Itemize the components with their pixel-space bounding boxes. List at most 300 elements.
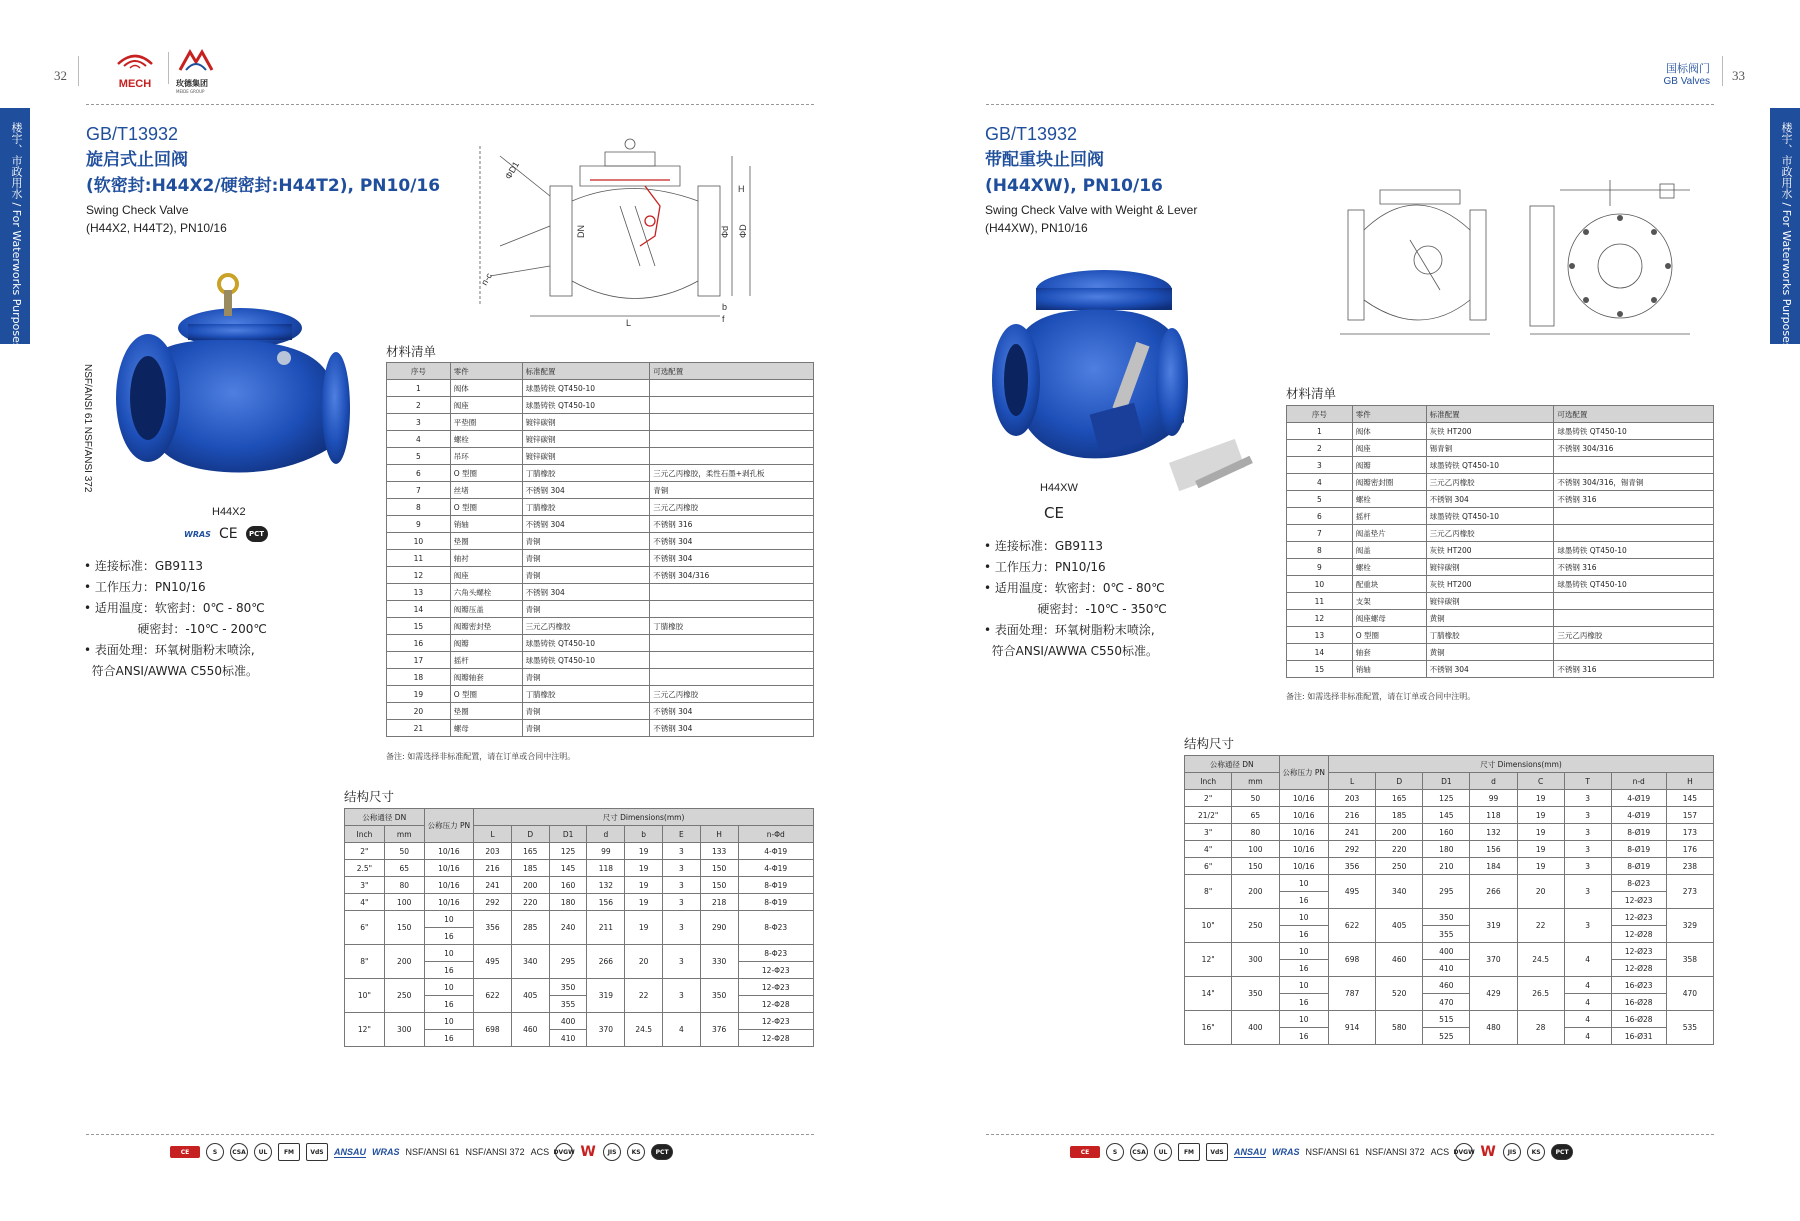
table-row: [1287, 644, 1714, 661]
table-cell: 4-Φ19: [738, 860, 813, 877]
left-title-cn-2: (软密封:H44X2/硬密封:H44T2), PN10/16: [86, 176, 441, 196]
table-cell: 11: [1287, 593, 1353, 610]
table-row: [345, 979, 814, 996]
table-cell: 173: [1666, 824, 1713, 841]
table-cell: 4: [1564, 1011, 1611, 1028]
table-cell: 3: [1564, 824, 1611, 841]
table-cell: 160: [1423, 824, 1470, 841]
certification-icon: ANSAU: [334, 1146, 367, 1157]
table-row: [1287, 423, 1714, 440]
table-cell: 4: [1287, 474, 1353, 491]
table-cell: 12-Ø23: [1611, 909, 1666, 926]
table-cell: 10/16: [1279, 790, 1329, 807]
table-cell: 丁腈橡胶: [522, 686, 650, 703]
meide-wordmark-en: MEIDE GROUP: [176, 89, 205, 94]
table-row: [1287, 610, 1714, 627]
table-cell: 16: [1279, 892, 1329, 909]
table-cell: 摇杆: [450, 652, 522, 669]
table-cell: 24.5: [1517, 943, 1564, 977]
table-cell: 16: [424, 928, 474, 945]
table-cell: 3: [663, 894, 701, 911]
table-cell: 12-Φ28: [738, 996, 813, 1013]
table-cell: 80: [384, 877, 424, 894]
table-header-cell: 序号: [387, 363, 451, 380]
table-header-cell: 公称通径 DN: [1185, 756, 1280, 773]
table-cell: 698: [474, 1013, 512, 1047]
table-cell: 阀座: [450, 397, 522, 414]
table-cell: 4: [387, 431, 451, 448]
weighted-check-valve-icon: [984, 262, 1264, 498]
right-title-block: [985, 124, 1365, 237]
pct-icon: PCT: [246, 526, 268, 542]
table-header-cell: 公称压力 PN: [1279, 756, 1329, 790]
left-title-en-2: (H44X2, H44T2), PN10/16: [86, 221, 227, 235]
table-cell: 阀瓣: [1352, 457, 1426, 474]
table-cell: 青铜: [650, 482, 814, 499]
table-cell: 8": [345, 945, 385, 979]
table-header-cell: 可选配置: [1554, 406, 1714, 423]
right-material-note: 备注: 如需选择非标准配置，请在订单或合同中注明。: [1286, 692, 1476, 701]
table-cell: O 型圈: [1352, 627, 1426, 644]
table-cell: 400: [1232, 1011, 1279, 1045]
right-std: GB/T13932: [985, 124, 1078, 144]
table-row: [387, 686, 814, 703]
table-row: [1287, 440, 1714, 457]
table-cell: 238: [1666, 858, 1713, 875]
table-row: [387, 533, 814, 550]
table-cell: 300: [1232, 943, 1279, 977]
table-row: [387, 465, 814, 482]
table-cell: 15: [387, 618, 451, 635]
table-cell: 13: [387, 584, 451, 601]
table-cell: 4: [663, 1013, 701, 1047]
table-cell: 黄铜: [1426, 644, 1554, 661]
table-cell: 10: [424, 945, 474, 962]
table-cell: 3: [1564, 909, 1611, 943]
table-cell: 10: [1279, 1011, 1329, 1028]
right-header-rule: [986, 104, 1714, 105]
table-cell: 125: [549, 843, 587, 860]
table-header-cell: D1: [1423, 773, 1470, 790]
table-cell: 24.5: [625, 1013, 663, 1047]
right-title-en-2: (H44XW), PN10/16: [985, 221, 1088, 235]
table-cell: 520: [1376, 977, 1423, 1011]
right-header-section: [1648, 60, 1710, 87]
table-cell: 丁腈橡胶: [1426, 627, 1554, 644]
certification-icon: CE: [170, 1146, 200, 1158]
table-cell: 622: [1329, 909, 1376, 943]
table-row: [387, 567, 814, 584]
table-cell: 9: [387, 516, 451, 533]
certification-icon: KS: [1527, 1143, 1545, 1161]
table-cell: 3: [663, 911, 701, 945]
table-row: [387, 618, 814, 635]
table-cell: 4-Ø19: [1611, 807, 1666, 824]
left-title-cn-1: 旋启式止回阀: [86, 150, 188, 170]
spec-item: • 适用温度：软密封：0℃ - 80℃: [84, 601, 265, 615]
table-cell: 50: [384, 843, 424, 860]
table-row: [387, 380, 814, 397]
table-cell: 青铜: [522, 720, 650, 737]
right-title-en-1: Swing Check Valve with Weight & Lever: [985, 203, 1198, 217]
table-cell: 镀锌碳钢: [522, 431, 650, 448]
table-cell: 3": [1185, 824, 1232, 841]
table-header-cell: n-Φd: [738, 826, 813, 843]
table-cell: O 型圈: [450, 465, 522, 482]
table-cell: 阀盖: [1352, 542, 1426, 559]
table-cell: 3: [387, 414, 451, 431]
table-cell: 356: [474, 911, 512, 945]
table-cell: 184: [1470, 858, 1517, 875]
certification-icon: FM: [278, 1143, 300, 1161]
table-cell: 不锈钢 304: [650, 550, 814, 567]
table-cell: 销轴: [1352, 661, 1426, 678]
table-cell: 不锈钢 304/316: [1554, 440, 1714, 457]
table-cell: 165: [511, 843, 549, 860]
table-cell: 阀座: [1352, 440, 1426, 457]
table-cell: 6": [345, 911, 385, 945]
table-cell: 319: [1470, 909, 1517, 943]
ce-mark-icon: CE: [218, 526, 238, 542]
table-cell: [1554, 457, 1714, 474]
table-cell: 10: [1287, 576, 1353, 593]
right-material-title: 材料清单: [1286, 386, 1337, 401]
table-cell: 622: [474, 979, 512, 1013]
table-cell: 不锈钢 316: [1554, 491, 1714, 508]
table-row: [387, 414, 814, 431]
table-cell: 不锈钢 304: [522, 482, 650, 499]
table-cell: 阀瓣轴套: [450, 669, 522, 686]
left-std: GB/T13932: [86, 124, 179, 144]
drawing-label: DN: [576, 225, 586, 238]
table-row: [387, 652, 814, 669]
table-row: [345, 1013, 814, 1030]
table-cell: [650, 635, 814, 652]
table-cell: 销轴: [450, 516, 522, 533]
left-footer-certs: [170, 1143, 673, 1161]
table-header-row: [1287, 406, 1714, 423]
table-header-row: [1185, 756, 1714, 773]
table-cell: 4: [1564, 1028, 1611, 1045]
table-cell: 5: [387, 448, 451, 465]
table-cell: 145: [1423, 807, 1470, 824]
table-cell: 65: [1232, 807, 1279, 824]
certification-icon: DVGW: [1455, 1143, 1473, 1161]
drawing-label: n-c: [479, 271, 494, 287]
table-cell: 青铜: [522, 703, 650, 720]
table-cell: 99: [587, 843, 625, 860]
table-cell: 3: [663, 843, 701, 860]
table-cell: 10/16: [1279, 841, 1329, 858]
table-cell: 3: [663, 877, 701, 894]
table-cell: [1554, 593, 1714, 610]
certification-icon: WRAS: [372, 1147, 400, 1157]
table-cell: 19: [1517, 824, 1564, 841]
table-cell: 三元乙丙橡胶: [1426, 525, 1554, 542]
table-cell: 20: [387, 703, 451, 720]
table-cell: 6": [1185, 858, 1232, 875]
table-row: [1287, 525, 1714, 542]
table-cell: 阀瓣密封垫: [450, 618, 522, 635]
table-cell: 20: [1517, 875, 1564, 909]
table-cell: 不锈钢 304: [650, 720, 814, 737]
table-header-cell: d: [1470, 773, 1517, 790]
table-cell: 8: [387, 499, 451, 516]
valve-section-drawing-icon: [470, 126, 770, 330]
table-cell: 16-Ø31: [1611, 1028, 1666, 1045]
table-cell: 495: [474, 945, 512, 979]
table-cell: 青铜: [522, 533, 650, 550]
table-cell: [650, 652, 814, 669]
table-cell: 216: [1329, 807, 1376, 824]
table-cell: 10: [1279, 943, 1329, 960]
table-cell: 12-Φ23: [738, 979, 813, 996]
certification-icon: ANSAU: [1234, 1146, 1267, 1157]
table-cell: 球墨铸铁 QT450-10: [1554, 576, 1714, 593]
table-cell: 133: [700, 843, 738, 860]
certification-icon: KS: [627, 1143, 645, 1161]
table-cell: 12": [345, 1013, 385, 1047]
table-row: [387, 720, 814, 737]
table-cell: 2: [1287, 440, 1353, 457]
table-cell: 210: [1423, 858, 1470, 875]
table-cell: 28: [1517, 1011, 1564, 1045]
table-cell: 10/16: [424, 877, 474, 894]
table-cell: 180: [1423, 841, 1470, 858]
table-cell: 球墨铸铁 QT450-10: [522, 652, 650, 669]
table-cell: 470: [1666, 977, 1713, 1011]
table-cell: 12-Φ23: [738, 1013, 813, 1030]
table-cell: 515: [1423, 1011, 1470, 1028]
table-cell: 165: [1376, 790, 1423, 807]
table-cell: 358: [1666, 943, 1713, 977]
left-dim-table: [344, 808, 814, 1047]
table-cell: 10/16: [1279, 858, 1329, 875]
table-cell: 4-Ø19: [1611, 790, 1666, 807]
table-cell: 19: [387, 686, 451, 703]
left-material-note: 备注: 如需选择非标准配置，请在订单或合同中注明。: [386, 752, 576, 761]
table-cell: 六角头螺栓: [450, 584, 522, 601]
table-cell: 285: [511, 911, 549, 945]
left-spec-list: [84, 556, 267, 682]
table-cell: 160: [549, 877, 587, 894]
table-cell: 青铜: [522, 669, 650, 686]
table-row: [345, 894, 814, 911]
weighted-valve-drawing-icon: [1320, 170, 1710, 346]
table-cell: 2: [387, 397, 451, 414]
left-product-certs: [184, 526, 268, 542]
right-page-number: 33: [1732, 68, 1745, 83]
table-cell: 垫圈: [450, 703, 522, 720]
table-cell: 10: [387, 533, 451, 550]
certification-icon: CSA: [230, 1143, 248, 1161]
table-cell: 185: [511, 860, 549, 877]
table-cell: 3: [1564, 790, 1611, 807]
spec-item: • 表面处理：环氧树脂粉末喷涂,: [84, 643, 255, 657]
table-cell: 203: [474, 843, 512, 860]
spec-item: 符合ANSI/AWWA C550标准。: [84, 664, 258, 678]
table-cell: 4": [1185, 841, 1232, 858]
table-cell: 10: [1279, 977, 1329, 994]
table-row: [1185, 943, 1714, 960]
right-title-cn-2: (H44XW), PN10/16: [985, 176, 1163, 196]
table-cell: 黄铜: [1426, 610, 1554, 627]
spec-item: • 连接标准：GB9113: [84, 559, 203, 573]
table-cell: 241: [1329, 824, 1376, 841]
drawing-label: ΦD1: [503, 159, 522, 181]
table-cell: 三元乙丙橡胶，柔性石墨+剥孔板: [650, 465, 814, 482]
table-cell: 10: [1279, 875, 1329, 892]
left-material-title: 材料清单: [386, 344, 437, 359]
left-vertical-std: NSF/ANSI 61 NSF/ANSI 372: [82, 364, 93, 493]
table-cell: 球墨铸铁 QT450-10: [522, 380, 650, 397]
table-cell: [650, 380, 814, 397]
table-cell: 10: [424, 1013, 474, 1030]
table-cell: 14": [1185, 977, 1232, 1011]
table-cell: 阀座螺母: [1352, 610, 1426, 627]
table-cell: 19: [625, 877, 663, 894]
table-cell: 410: [1423, 960, 1470, 977]
right-dim-table: [1184, 755, 1714, 1045]
header-divider: [78, 56, 79, 86]
table-cell: 400: [1423, 943, 1470, 960]
table-cell: 273: [1666, 875, 1713, 909]
certification-icon: FM: [1178, 1143, 1200, 1161]
left-page-number: 32: [54, 68, 67, 83]
logo-divider: [168, 52, 169, 84]
table-cell: 200: [384, 945, 424, 979]
mech-logo-icon: [110, 50, 160, 74]
certification-icon: NSF/ANSI 61: [1305, 1147, 1360, 1157]
table-cell: 3: [1564, 807, 1611, 824]
certification-icon: UL: [1154, 1143, 1172, 1161]
table-cell: 10: [1279, 909, 1329, 926]
table-cell: 19: [1517, 841, 1564, 858]
table-cell: 球墨铸铁 QT450-10: [1554, 542, 1714, 559]
table-cell: 350: [1232, 977, 1279, 1011]
table-cell: 8-Ø19: [1611, 858, 1666, 875]
table-header-cell: mm: [384, 826, 424, 843]
table-cell: 405: [1376, 909, 1423, 943]
table-cell: 三元乙丙橡胶: [522, 618, 650, 635]
ce-mark-icon: CE: [1044, 504, 1064, 522]
table-row: [387, 397, 814, 414]
table-cell: 7: [387, 482, 451, 499]
table-row: [1287, 474, 1714, 491]
table-cell: 125: [1423, 790, 1470, 807]
right-side-tab: [1770, 108, 1800, 349]
table-cell: 470: [1423, 994, 1470, 1011]
table-header-cell: 标准配置: [522, 363, 650, 380]
table-cell: 10": [345, 979, 385, 1013]
table-cell: 配重块: [1352, 576, 1426, 593]
table-row: [1287, 491, 1714, 508]
table-cell: 8-Φ23: [738, 945, 813, 962]
certification-icon: JIS: [603, 1143, 621, 1161]
table-cell: 156: [1470, 841, 1517, 858]
table-cell: 11: [387, 550, 451, 567]
table-cell: 460: [1423, 977, 1470, 994]
table-cell: 12-Φ28: [738, 1030, 813, 1047]
certification-icon: ACS: [1430, 1147, 1450, 1157]
table-cell: 220: [511, 894, 549, 911]
table-cell: 8-Φ19: [738, 894, 813, 911]
left-material-table: [386, 362, 814, 737]
table-row: [1185, 841, 1714, 858]
table-cell: 18: [387, 669, 451, 686]
table-row: [387, 635, 814, 652]
table-header-cell: 可选配置: [650, 363, 814, 380]
table-header-cell: Inch: [345, 826, 385, 843]
table-cell: 200: [511, 877, 549, 894]
table-cell: 16-Ø28: [1611, 1011, 1666, 1028]
table-cell: 8-Ø19: [1611, 824, 1666, 841]
table-header-cell: 零件: [1352, 406, 1426, 423]
table-cell: 19: [625, 843, 663, 860]
drawing-label: ΦD: [738, 224, 748, 238]
table-cell: O 型圈: [450, 499, 522, 516]
table-cell: 460: [511, 1013, 549, 1047]
table-cell: 丝堵: [450, 482, 522, 499]
table-cell: 340: [511, 945, 549, 979]
mech-wordmark: MECH: [118, 78, 152, 90]
table-cell: 17: [387, 652, 451, 669]
table-cell: 19: [625, 860, 663, 877]
right-product-image: [984, 262, 1264, 498]
table-cell: 不锈钢 304: [650, 533, 814, 550]
table-cell: 156: [587, 894, 625, 911]
table-cell: 350: [549, 979, 587, 996]
drawing-label: b: [722, 302, 728, 312]
drawing-label: L: [626, 318, 632, 328]
table-cell: 16: [424, 962, 474, 979]
certification-icon: S: [206, 1143, 224, 1161]
table-row: [1287, 661, 1714, 678]
table-cell: 350: [1423, 909, 1470, 926]
table-cell: 698: [1329, 943, 1376, 977]
table-cell: 镀锌碳钢: [1426, 593, 1554, 610]
right-product-label: H44XW: [1040, 482, 1078, 494]
certification-icon: NSF/ANSI 372: [465, 1147, 525, 1157]
table-cell: 176: [1666, 841, 1713, 858]
table-cell: 12: [387, 567, 451, 584]
table-row: [345, 860, 814, 877]
table-row: [1287, 542, 1714, 559]
table-row: [1185, 824, 1714, 841]
meide-logo-icon: [176, 48, 216, 74]
table-cell: 914: [1329, 1011, 1376, 1045]
table-cell: 15: [1287, 661, 1353, 678]
table-header-cell: b: [625, 826, 663, 843]
table-cell: 350: [700, 979, 738, 1013]
table-cell: [650, 584, 814, 601]
table-cell: 青铜: [522, 550, 650, 567]
table-cell: 13: [1287, 627, 1353, 644]
table-cell: 不锈钢 304: [1426, 491, 1554, 508]
table-cell: O 型圈: [450, 686, 522, 703]
table-cell: 10/16: [424, 860, 474, 877]
right-spec-list: [984, 536, 1167, 662]
certification-icon: VdS: [306, 1143, 328, 1161]
table-row: [345, 945, 814, 962]
table-cell: 26.5: [1517, 977, 1564, 1011]
table-cell: 8-Ø23: [1611, 875, 1666, 892]
table-cell: 不锈钢 304: [522, 584, 650, 601]
table-cell: 429: [1470, 977, 1517, 1011]
table-cell: 250: [1376, 858, 1423, 875]
table-row: [1185, 875, 1714, 892]
table-header-cell: H: [1666, 773, 1713, 790]
